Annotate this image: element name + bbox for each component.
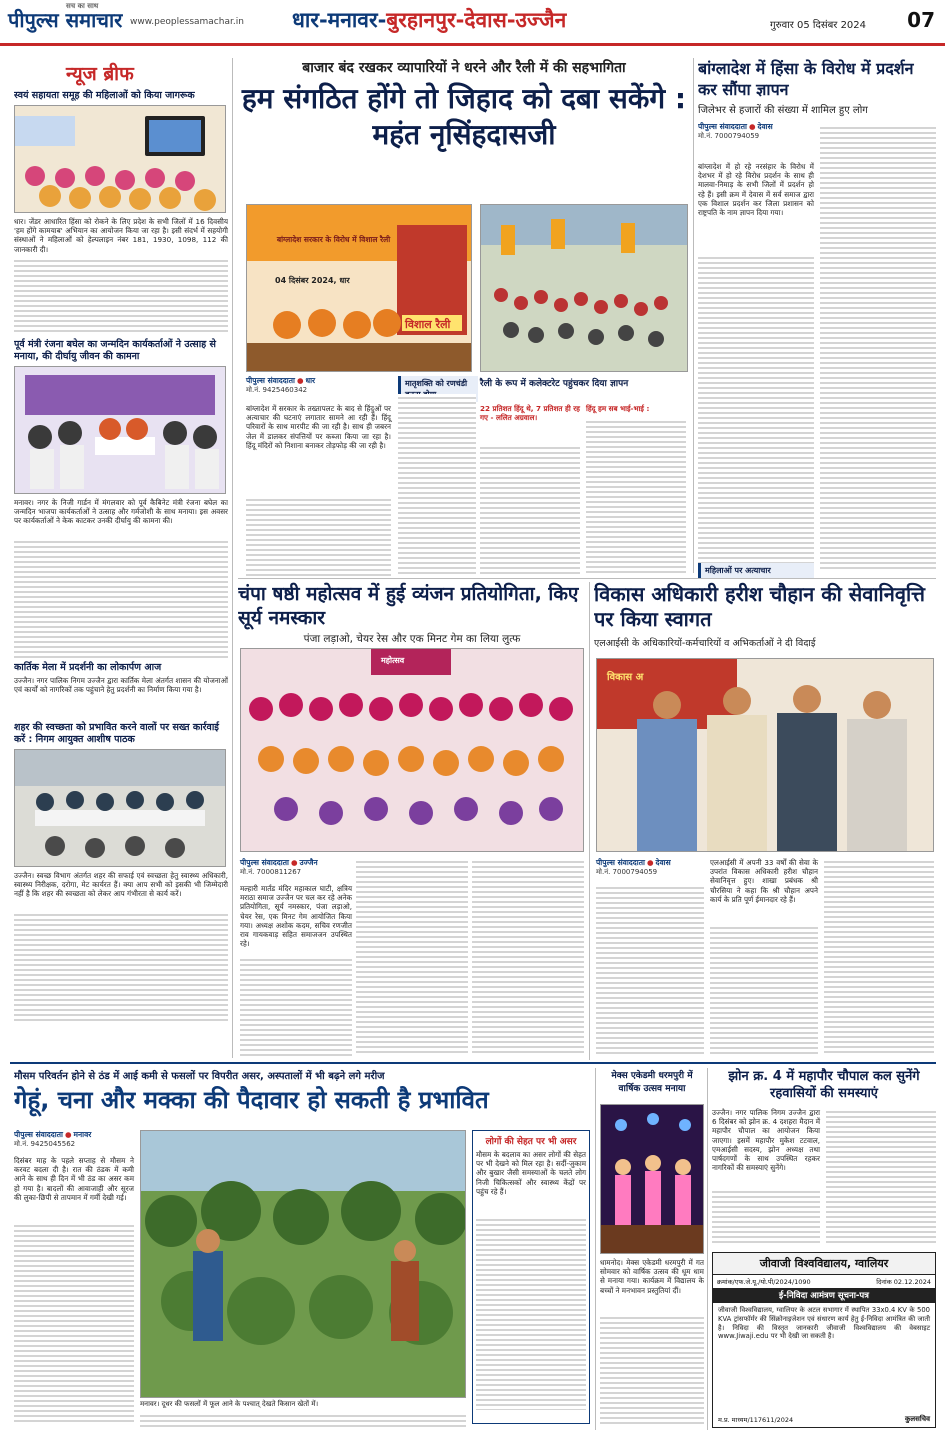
lead-banner-photo (246, 204, 472, 372)
website-link[interactable]: www.peoplessamachar.in (130, 17, 244, 27)
vikas-photo (596, 658, 934, 852)
stage-performance-image (601, 1105, 704, 1254)
page-region-title: धार-मनावर-बुरहानपुर-देवास-उज्जैन (292, 8, 567, 32)
notice-subtitle: ई-निविदा आमंत्रण सूचना-पत्र (713, 1288, 935, 1303)
champa-headline[interactable]: चंपा षष्ठी महोत्सव में हुई व्यंजन प्रतियोगिता, किए सूर्य नमस्कार (238, 583, 579, 629)
health-box (472, 1130, 590, 1424)
lead-kicker: बाजार बंद रखकर व्यापारियों ने धरने और रैली में की सहभागिता (302, 60, 626, 76)
champa-text: मल्हारी मार्तंड मंदिर महाकाल घाटी, क्षत्रिय मराठा समाज उज्जैन पर चल कर रहे अनेक प्रतियोगिता, सूर्य नमस्कार, पंजा लड़ाओ, चेयर रेस, एक मिनट गेम आयोजित किया गया। अध्यक्ष अशोक कदम, सचिव रणजीत राव गायकवाड़ सहित समाजजन उपस्थित रहे। (240, 884, 352, 1056)
brief-1-title[interactable]: स्वयं सहायता समूह की महिलाओं को किया जागरूक (14, 90, 195, 101)
masthead (0, 0, 945, 46)
champa-story (238, 582, 586, 1060)
bangladesh-credit: पीपुल्स संवाददाता ● देवास (698, 122, 773, 131)
brief-3-text: उज्जैन। नगर पालिक निगम उज्जैन द्वारा कार्तिक मेला अंतर्गत शासन की योजनाओं एवं कार्यों को नागरिकों तक पहुंचाने हेतु प्रदर्शनी का निर्माण किया गया है। (14, 676, 228, 695)
birthday-celebration-photo (15, 367, 225, 493)
champa-text-col3 (472, 858, 584, 1056)
lead-text-col3: 22 प्रतिशत हिंदू थे, 7 प्रतिशत ही रह गए - ललित अग्रवाल। (480, 404, 580, 576)
vikas-photo-banner: विकास अ (607, 672, 644, 683)
zone-story (712, 1068, 936, 1248)
lead-rally-photo (480, 204, 688, 372)
page-number: 07 (907, 8, 935, 32)
women-meeting-photo (15, 106, 225, 212)
logo-tagline: सच का साथ (66, 2, 99, 10)
vikas-credit: पीपुल्स संवाददाता ● देवास मो.नं. 7000794059 (596, 858, 671, 876)
lead-text-col2 (398, 394, 476, 576)
bangladesh-text-col2 (820, 124, 936, 572)
vikas-story (594, 582, 936, 1060)
zone-headline[interactable]: झोन क्र. 4 में महापौर चौपाल कल सुनेंगे रहवासियों की समस्याएं (728, 1069, 920, 1101)
officials-meeting-photo (15, 750, 225, 866)
lead-credit: पीपुल्स संवाददाता ● धार मो.नं. 9425460342 (246, 376, 396, 395)
brief-2-title[interactable]: पूर्व मंत्री रंजना बघेल का जन्मदिन कार्यकर्ताओं ने उत्साह से मनाया, की दीर्घायु जीवन की कामना (14, 339, 216, 362)
banner-right: विशाल रैली (405, 318, 451, 331)
vikas-subhead: एलआईसी के अधिकारियों-कर्मचारियों व अभिकर्ताओं ने दी विदाई (594, 638, 816, 649)
weather-photo-caption: मनावर। दूधर की फसलों में फूल आने के पश्चात् देखते किसान खेतों में। (140, 1400, 319, 1408)
champa-credit: पीपुल्स संवाददाता ● उज्जैन मो.नं. 7000811267 (240, 858, 318, 876)
bangladesh-mobile: मो.नं. 7000794059 (698, 132, 760, 140)
champa-photo-banner: महोत्सव (381, 656, 405, 665)
health-box-text: मौसम के बदलाव का असर लोगों की सेहत पर भी देखने को मिल रहा है। सर्दी-जुकाम और बुखार जैसी समस्याओं के चलते लोग निजी चिकित्सकों और स्वास्थ्य केंद्रों पर पहुंच रहे हैं। (476, 1150, 586, 1410)
bangladesh-story (698, 58, 936, 578)
brief-2-photo (14, 366, 226, 494)
group-photo-image (241, 649, 584, 852)
zone-text: उज्जैन। नगर पालिक निगम उज्जैन द्वारा 6 दिसंबर को झोन क्र. 4 दशहरा मैदान में महापौर चौपाल का आयोजन किया जाएगा। इसमें महापौर मुकेश टटवाल, एमआईसी सदस्य, झोन अध्यक्ष तथा पार्षदगणों के साथ उपस्थित रहकर नागरिकों की समस्याएं सुनेंगे। (712, 1108, 820, 1246)
notice-date: दिनांक 02.12.2024 (876, 1278, 931, 1286)
lead-text: बांग्लादेश में सरकार के तख्तापलट के बाद से हिंदुओं पर अत्याचार की घटनाएं लगातार सामने आ रही हैं। हिंदू परिवारों के साथ मारपीट की जा रही है। साथ ही जबरन जेल में डालकर संपत्तियों पर कब्जा किया जा रहा है। हिंदू मंदिरों को निशाना बनाकर तोड़फोड़ की जा रही है। (246, 404, 391, 576)
weather-text-2 (140, 1412, 466, 1428)
issue-date: गुरुवार 05 दिसंबर 2024 (770, 20, 867, 31)
banner-text: बांग्लादेश सरकार के विरोध में विशाल रैली (276, 235, 391, 244)
notice-ref-row (713, 1275, 935, 1288)
lead-box: मातृशक्ति को रणचंडी (398, 376, 478, 402)
lead-headline[interactable]: हम संगठित होंगे तो जिहाद को दबा सकेंगे : महंत नृसिंहदासजी (241, 82, 687, 151)
lead-story (238, 58, 690, 578)
weather-credit: पीपुल्स संवाददाता ● मनावर मो.नं. 9425045562 (14, 1130, 92, 1148)
annual-story (600, 1068, 704, 1430)
brief-4-text: उज्जैन। स्वच्छ विभाग अंतर्गत शहर की सफाई एवं स्वच्छता हेतु स्वास्थ्य अधिकारी, स्वास्थ्य निरीक्षक, दरोगा, मेट कार्यरत हैं। क्या आप सभी को इसकी भी जिम्मेदारी नहीं है कि शहर की स्वच्छता को लेकर आप गंभीरता से कार्य करें। (14, 871, 228, 1021)
notice-signature: कुलसचिव (904, 1415, 930, 1423)
brief-3-title[interactable]: कार्तिक मेला में प्रदर्शनी का लोकार्पण आज (14, 662, 162, 673)
zone-text-col2 (826, 1108, 936, 1246)
protest-banner-image (247, 205, 472, 372)
lead-mobile: मो.नं. 9425460342 (246, 386, 308, 394)
vikas-text-col2: एलआईसी में अपनी 33 वर्षों की सेवा के उपरांत विकास अधिकारी हरीश चौहान सेवानिवृत्त हुए। शाखा प्रबंधक श्री चौरसिया ने कहा कि श्री चौहान अपने कार्य के प्रति पूर्ण ईमानदार रहे हैं। (710, 858, 818, 1056)
notice-footer-id: म.प्र. माध्यम/117611/2024 (718, 1416, 794, 1424)
tender-notice (712, 1252, 936, 1428)
annual-text: धामनोद। मेक्स एकेडमी धरमपुरी में गत सोमवार को वार्षिक उत्सव की धूम धाम से मनाया गया। कार्यक्रम में विद्यालय के बच्चों ने मनभावन प्रस्तुतियां दीं। (600, 1258, 704, 1426)
champa-text-col2 (356, 858, 468, 1056)
banner-date: 04 दिसंबर 2024, धार (275, 276, 350, 285)
brief-1-text: धार। जेंडर आधारित हिंसा को रोकने के लिए प्रदेश के सभी जिलों में 16 दिवसीय 'हम होंगे कामयाब' अभियान का आयोजन किया जा रहा है। इसी संदर्भ में सहयोगी संस्थाओं ने महिलाओं को हेल्पलाइन नंबर 181, 1930, 1098, 112 की जानकारी दी। (14, 217, 228, 335)
rally-photo-caption: रैली के रूप में कलेक्टरेट पहुंचकर दिया ज्ञापन (480, 379, 629, 389)
notice-ref: क्रमांक/एफ.जे.यू./यो.पी/2024/1090 (717, 1278, 811, 1286)
farmer-field-image (141, 1131, 466, 1398)
bangladesh-headline[interactable]: बांग्लादेश में हिंसा के विरोध में प्रदर्शन कर सौंपा ज्ञापन (698, 59, 914, 99)
weather-headline[interactable]: गेहूं, चना और मक्का की पैदावार हो सकती है प्रभावित (14, 1086, 489, 1114)
champa-photo (240, 648, 584, 852)
news-brief-label: न्यूज ब्रीफ (66, 63, 134, 85)
vikas-text-col3 (824, 858, 934, 1056)
weather-text: दिसंबर माह के पहले सप्ताह से मौसम ने करवट बदला दी है। रात की ठंडक में कमी आने के साथ ही दिन में भी ठंड का असर कम हो गया है। बादलों की आवाजाही और सूरज की लुका-छिपी से तापमान में गर्मी देखी गई। (14, 1156, 134, 1424)
bangladesh-subhead: जिलेभर से हजारों की संख्या में शामिल हुए लोग (698, 105, 868, 116)
felicitation-photo-image (597, 659, 934, 852)
health-box-title: लोगों की सेहत पर भी असर (485, 1137, 577, 1147)
vikas-text (596, 884, 704, 1056)
brief-4-photo (14, 749, 226, 867)
lead-text-col4: हिंदू हम सब भाई-भाई : (586, 404, 686, 576)
bangladesh-subhead2: महिलाओं पर अत्याचार (698, 563, 814, 578)
annual-headline[interactable]: मेक्स एकेडमी धरमपुरी में वार्षिक उत्सव मनाया (611, 1071, 693, 1094)
annual-photo (600, 1104, 704, 1254)
weather-kicker: मौसम परिवर्तन होने से ठंड में आई कमी से फसलों पर विपरीत असर, अस्पतालों में भी बढ़ने लगे मरीज (14, 1071, 385, 1082)
weather-photo (140, 1130, 466, 1398)
brief-1-photo (14, 105, 226, 213)
brief-2-text: मनावर। नगर के निजी गार्डन में मंगलवार को पूर्व कैबिनेट मंत्री रंजना बघेल का जन्मदिन भाजपा कार्यकर्ताओं ने उत्साह और गर्मजोशी के साथ मनाया। इस अवसर पर कार्यकर्ताओं ने केक काटकर उनकी दीर्घायु की कामना की। (14, 498, 228, 658)
brief-4-title[interactable]: शहर की स्वच्छता को प्रभावित करने वालों पर सख्त कार्रवाई करें : निगम आयुक्त आशीष पाठक (14, 722, 219, 745)
weather-story (14, 1068, 592, 1430)
notice-title: जीवाजी विश्वविद्यालय, ग्वालियर (759, 1257, 889, 1270)
newspaper-logo[interactable]: पीपुल्स समाचार सच का साथ (8, 2, 123, 32)
champa-subhead: पंजा लड़ाओ, चेयर रेस और एक मिनट गेम का लिया लुत्फ (303, 633, 521, 645)
notice-text: जीवाजी विश्वविद्यालय, ग्वालियर के अटल सभागार में स्थापित 33x0.4 KV के 500 KVA ट्रांसफॉर्मर की सिंक्रोनाइजेशन एवं संधारण कार्य हेतु ई-निविदा आमंत्रित की जाती है। निविदा की विस्तृत जानकारी जीवाजी विश्वविद्यालय की वेबसाइट www.Jiwaji.edu पर भी देखी जा सकती है। (718, 1306, 930, 1341)
bangladesh-text: बांग्लादेश में हो रहे नरसंहार के विरोध में देशभर में हो रहे विरोध प्रदर्शन के साथ ही मालवा-निमाड़ के सभी जिलों में प्रदर्शन हो रहे हैं। इसी क्रम में देवास में सर्व समाज द्वारा एक विशाल प्रदर्शन कर जिला प्रशासन को राष्ट्रपति के नाम ज्ञापन दिया गया। (698, 162, 814, 572)
news-brief-column (14, 58, 228, 1058)
rally-crowd-image (481, 205, 688, 372)
vikas-headline[interactable]: विकास अधिकारी हरीश चौहान की सेवानिवृत्ति पर किया स्वागत (594, 582, 925, 631)
